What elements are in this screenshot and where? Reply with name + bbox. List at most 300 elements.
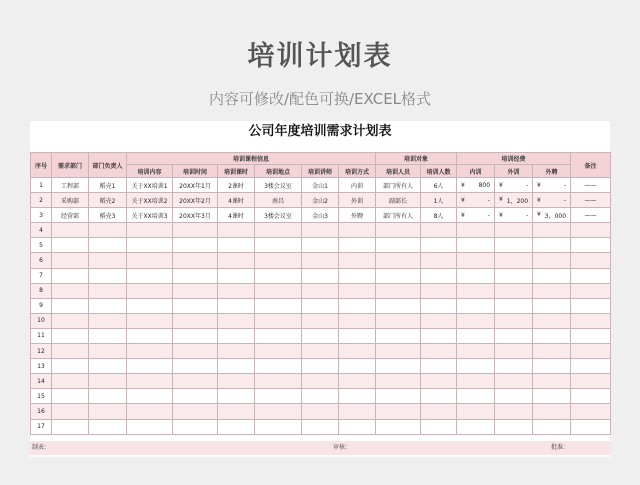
cell-seq[interactable]: 16 xyxy=(31,404,52,419)
cell-dept[interactable] xyxy=(52,328,89,343)
table-row xyxy=(31,283,611,298)
cell-teacher[interactable]: 金山2 xyxy=(302,193,339,208)
cell-content[interactable]: 关于XX培训3 xyxy=(127,208,173,223)
cell-internal[interactable] xyxy=(457,359,495,374)
cell-time[interactable] xyxy=(173,328,218,343)
cell-content[interactable] xyxy=(127,374,173,389)
cost-value: 3，000 xyxy=(544,212,567,220)
table-row xyxy=(31,344,611,359)
cell-hours[interactable]: 4课时 xyxy=(218,193,255,208)
cell-owner[interactable] xyxy=(89,404,127,419)
cell-method[interactable] xyxy=(339,419,376,434)
table-row xyxy=(31,268,611,283)
cell-seq[interactable]: 17 xyxy=(31,419,52,434)
cell-hours[interactable] xyxy=(218,389,255,404)
cell-content[interactable] xyxy=(127,389,173,404)
cell-method[interactable]: 外聘 xyxy=(339,208,376,223)
cell-dept[interactable] xyxy=(52,419,89,434)
cell-hire[interactable] xyxy=(533,298,571,313)
cell-count[interactable] xyxy=(421,268,457,283)
cell-external[interactable] xyxy=(495,178,533,193)
cell-owner[interactable] xyxy=(89,328,127,343)
cost-value: 1，200 xyxy=(506,197,529,205)
cell-owner[interactable] xyxy=(89,253,127,268)
cell-place[interactable] xyxy=(255,419,302,434)
cell-time[interactable] xyxy=(173,223,218,238)
signature-footer xyxy=(30,441,610,455)
cell-method[interactable] xyxy=(339,344,376,359)
cell-method[interactable] xyxy=(339,328,376,343)
cell-teacher[interactable] xyxy=(302,389,339,404)
cell-time[interactable] xyxy=(173,253,218,268)
cell-external[interactable] xyxy=(495,253,533,268)
footer-reviewer: 审核： xyxy=(333,444,352,451)
cell-method[interactable] xyxy=(339,283,376,298)
cell-hire[interactable] xyxy=(533,359,571,374)
cell-time[interactable] xyxy=(173,374,218,389)
cell-content[interactable] xyxy=(127,268,173,283)
cell-place[interactable] xyxy=(255,344,302,359)
cell-seq[interactable]: 11 xyxy=(31,328,52,343)
cell-method[interactable] xyxy=(339,298,376,313)
cell-persons[interactable] xyxy=(376,389,421,404)
cell-hire[interactable] xyxy=(533,374,571,389)
cell-place[interactable] xyxy=(255,283,302,298)
cell-external[interactable] xyxy=(495,419,533,434)
currency-symbol: ¥ xyxy=(461,196,465,204)
cell-content[interactable] xyxy=(127,283,173,298)
cell-teacher[interactable] xyxy=(302,313,339,328)
table-row xyxy=(31,238,611,253)
cell-place[interactable] xyxy=(255,404,302,419)
cell-count[interactable] xyxy=(421,374,457,389)
cell-place[interactable] xyxy=(255,328,302,343)
cell-hire[interactable] xyxy=(533,404,571,419)
cell-seq[interactable]: 1 xyxy=(31,178,52,193)
cell-method[interactable] xyxy=(339,313,376,328)
cell-internal[interactable] xyxy=(457,389,495,404)
cell-persons[interactable] xyxy=(376,283,421,298)
cell-remark[interactable] xyxy=(571,313,611,328)
cell-method[interactable] xyxy=(339,404,376,419)
cell-hours[interactable] xyxy=(218,344,255,359)
cell-internal[interactable] xyxy=(457,419,495,434)
cell-time[interactable] xyxy=(173,238,218,253)
cell-owner[interactable] xyxy=(89,419,127,434)
cell-place[interactable]: 3楼会议室 xyxy=(255,178,302,193)
cell-remark[interactable] xyxy=(571,419,611,434)
cell-remark[interactable] xyxy=(571,298,611,313)
cell-hire[interactable] xyxy=(533,344,571,359)
cell-persons[interactable] xyxy=(376,313,421,328)
cell-dept[interactable] xyxy=(52,404,89,419)
cell-remark[interactable] xyxy=(571,283,611,298)
cell-dept[interactable] xyxy=(52,298,89,313)
table-row xyxy=(31,298,611,313)
cell-content[interactable] xyxy=(127,223,173,238)
cell-internal[interactable] xyxy=(457,223,495,238)
cell-external[interactable] xyxy=(495,298,533,313)
cell-external[interactable] xyxy=(495,268,533,283)
cell-time[interactable] xyxy=(173,359,218,374)
cell-hire[interactable] xyxy=(533,193,571,208)
cell-internal[interactable] xyxy=(457,208,495,223)
cell-persons[interactable]: 部门所有人 xyxy=(376,208,421,223)
cell-teacher[interactable] xyxy=(302,298,339,313)
table-row xyxy=(31,328,611,343)
cell-persons[interactable] xyxy=(376,374,421,389)
cell-persons[interactable] xyxy=(376,359,421,374)
cell-content[interactable] xyxy=(127,328,173,343)
cell-owner[interactable]: 稻壳2 xyxy=(89,193,127,208)
cell-remark[interactable]: —— xyxy=(571,208,611,223)
cell-hours[interactable] xyxy=(218,223,255,238)
cell-content[interactable] xyxy=(127,404,173,419)
cell-time[interactable]: 20XX年1月 xyxy=(173,178,218,193)
cell-external[interactable] xyxy=(495,328,533,343)
cell-seq[interactable]: 15 xyxy=(31,389,52,404)
cell-teacher[interactable] xyxy=(302,268,339,283)
header-count: 培训人数 xyxy=(421,165,457,178)
cell-teacher[interactable] xyxy=(302,374,339,389)
cell-external[interactable] xyxy=(495,238,533,253)
cell-method[interactable] xyxy=(339,359,376,374)
cost-value: - xyxy=(525,211,529,219)
cell-internal[interactable] xyxy=(457,298,495,313)
cell-hours[interactable] xyxy=(218,283,255,298)
cell-dept[interactable] xyxy=(52,253,89,268)
cell-teacher[interactable] xyxy=(302,359,339,374)
cell-teacher[interactable] xyxy=(302,404,339,419)
cell-dept[interactable] xyxy=(52,283,89,298)
cell-seq[interactable]: 13 xyxy=(31,359,52,374)
cell-owner[interactable] xyxy=(89,223,127,238)
footer-approver: 批准： xyxy=(551,444,570,451)
cell-remark[interactable] xyxy=(571,389,611,404)
header-owner: 部门负责人 xyxy=(89,153,127,178)
cell-external[interactable] xyxy=(495,313,533,328)
cell-content[interactable] xyxy=(127,238,173,253)
header-persons: 培训人员 xyxy=(376,165,421,178)
cell-place[interactable] xyxy=(255,298,302,313)
cell-hire[interactable] xyxy=(533,178,571,193)
cell-time[interactable] xyxy=(173,419,218,434)
cell-dept[interactable]: 采购部 xyxy=(52,193,89,208)
cell-content[interactable] xyxy=(127,344,173,359)
cell-content[interactable] xyxy=(127,298,173,313)
cell-count[interactable] xyxy=(421,419,457,434)
cell-hire[interactable] xyxy=(533,283,571,298)
cell-dept[interactable] xyxy=(52,268,89,283)
cell-place[interactable] xyxy=(255,223,302,238)
cell-persons[interactable] xyxy=(376,268,421,283)
cell-internal[interactable] xyxy=(457,344,495,359)
cell-hours[interactable] xyxy=(218,374,255,389)
cell-remark[interactable]: —— xyxy=(571,193,611,208)
cell-remark[interactable] xyxy=(571,328,611,343)
cell-content[interactable] xyxy=(127,313,173,328)
cell-owner[interactable] xyxy=(89,359,127,374)
cell-hours[interactable] xyxy=(218,268,255,283)
cell-method[interactable]: 外训 xyxy=(339,193,376,208)
cell-hire[interactable] xyxy=(533,328,571,343)
cell-seq[interactable]: 14 xyxy=(31,374,52,389)
cell-external[interactable] xyxy=(495,404,533,419)
cell-dept[interactable] xyxy=(52,359,89,374)
cell-internal[interactable] xyxy=(457,178,495,193)
cell-method[interactable] xyxy=(339,253,376,268)
cell-persons[interactable] xyxy=(376,344,421,359)
currency-symbol: ¥ xyxy=(461,211,465,219)
cell-persons[interactable] xyxy=(376,298,421,313)
cell-hours[interactable] xyxy=(218,253,255,268)
cell-count[interactable]: 6人 xyxy=(421,178,457,193)
cell-time[interactable]: 20XX年3月 xyxy=(173,208,218,223)
cell-count[interactable] xyxy=(421,283,457,298)
cell-owner[interactable] xyxy=(89,298,127,313)
cell-place[interactable] xyxy=(255,359,302,374)
table-row xyxy=(31,374,611,389)
cell-persons[interactable] xyxy=(376,223,421,238)
cell-time[interactable]: 20XX年2月 xyxy=(173,193,218,208)
cell-external[interactable] xyxy=(495,193,533,208)
cell-hire[interactable] xyxy=(533,223,571,238)
cell-persons[interactable]: 部门所有人 xyxy=(376,178,421,193)
cell-count[interactable] xyxy=(421,253,457,268)
cell-hours[interactable]: 2课时 xyxy=(218,178,255,193)
cell-remark[interactable] xyxy=(571,253,611,268)
cell-persons[interactable] xyxy=(376,328,421,343)
cell-place[interactable] xyxy=(255,374,302,389)
cell-internal[interactable] xyxy=(457,283,495,298)
currency-symbol: ¥ xyxy=(499,195,503,203)
cell-time[interactable] xyxy=(173,298,218,313)
cell-seq[interactable]: 3 xyxy=(31,208,52,223)
cell-method[interactable] xyxy=(339,238,376,253)
cell-time[interactable] xyxy=(173,313,218,328)
cell-internal[interactable] xyxy=(457,253,495,268)
cell-owner[interactable] xyxy=(89,374,127,389)
cell-seq[interactable]: 9 xyxy=(31,298,52,313)
cell-time[interactable] xyxy=(173,283,218,298)
cell-teacher[interactable] xyxy=(302,328,339,343)
cell-count[interactable] xyxy=(421,344,457,359)
cell-persons[interactable]: 副部长 xyxy=(376,193,421,208)
cell-dept[interactable]: 经营部 xyxy=(52,208,89,223)
cell-internal[interactable] xyxy=(457,374,495,389)
cell-method[interactable] xyxy=(339,268,376,283)
cell-count[interactable]: 8人 xyxy=(421,208,457,223)
cell-hire[interactable] xyxy=(533,419,571,434)
cell-method[interactable] xyxy=(339,374,376,389)
cell-remark[interactable] xyxy=(571,359,611,374)
sheet-title: 公司年度培训需求计划表 xyxy=(248,124,392,139)
cell-external[interactable] xyxy=(495,359,533,374)
cell-content[interactable]: 关于XX培训2 xyxy=(127,193,173,208)
cell-time[interactable] xyxy=(173,389,218,404)
cell-seq[interactable]: 10 xyxy=(31,313,52,328)
cell-place[interactable] xyxy=(255,238,302,253)
cell-hours[interactable] xyxy=(218,313,255,328)
cell-seq[interactable]: 6 xyxy=(31,253,52,268)
cell-seq[interactable]: 12 xyxy=(31,344,52,359)
cell-place[interactable]: 3楼会议室 xyxy=(255,208,302,223)
cell-count[interactable] xyxy=(421,298,457,313)
cell-remark[interactable] xyxy=(571,344,611,359)
cell-persons[interactable] xyxy=(376,404,421,419)
cell-place[interactable] xyxy=(255,389,302,404)
currency-symbol: ¥ xyxy=(499,211,503,219)
cell-count[interactable] xyxy=(421,328,457,343)
cell-teacher[interactable]: 金山1 xyxy=(302,178,339,193)
cell-owner[interactable]: 稻壳1 xyxy=(89,178,127,193)
table-row xyxy=(31,359,611,374)
cell-teacher[interactable] xyxy=(302,223,339,238)
cell-internal[interactable] xyxy=(457,268,495,283)
cost-value: - xyxy=(487,211,491,219)
cell-remark[interactable] xyxy=(571,223,611,238)
cell-owner[interactable] xyxy=(89,283,127,298)
table-row xyxy=(31,313,611,328)
cell-external[interactable] xyxy=(495,223,533,238)
cell-hire[interactable] xyxy=(533,389,571,404)
cell-dept[interactable]: 工程部 xyxy=(52,178,89,193)
cell-internal[interactable] xyxy=(457,404,495,419)
cell-external[interactable] xyxy=(495,389,533,404)
cell-remark[interactable] xyxy=(571,374,611,389)
cell-method[interactable] xyxy=(339,389,376,404)
cell-hire[interactable] xyxy=(533,268,571,283)
cell-owner[interactable] xyxy=(89,389,127,404)
cell-count[interactable] xyxy=(421,389,457,404)
table-row xyxy=(31,193,611,208)
cell-seq[interactable]: 7 xyxy=(31,268,52,283)
cell-count[interactable] xyxy=(421,238,457,253)
cell-count[interactable] xyxy=(421,313,457,328)
header-hours: 培训课时 xyxy=(218,165,255,178)
header-hire: 外聘 xyxy=(533,165,571,178)
cell-teacher[interactable]: 金山3 xyxy=(302,208,339,223)
cell-remark[interactable] xyxy=(571,404,611,419)
table-row xyxy=(31,389,611,404)
cell-method[interactable] xyxy=(339,223,376,238)
currency-symbol: ¥ xyxy=(537,196,541,204)
cell-hours[interactable] xyxy=(218,328,255,343)
cell-dept[interactable] xyxy=(52,313,89,328)
cell-teacher[interactable] xyxy=(302,344,339,359)
cost-value: - xyxy=(563,181,567,189)
cell-place[interactable] xyxy=(255,253,302,268)
cell-count[interactable] xyxy=(421,359,457,374)
cell-place[interactable]: 南昌 xyxy=(255,193,302,208)
cell-external[interactable] xyxy=(495,344,533,359)
cell-internal[interactable] xyxy=(457,328,495,343)
cell-hours[interactable] xyxy=(218,419,255,434)
cell-teacher[interactable] xyxy=(302,238,339,253)
footer-maker: 制表： xyxy=(32,444,51,451)
header-teacher: 培训讲师 xyxy=(302,165,339,178)
cell-time[interactable] xyxy=(173,344,218,359)
cell-dept[interactable] xyxy=(52,223,89,238)
cell-place[interactable] xyxy=(255,268,302,283)
cell-teacher[interactable] xyxy=(302,419,339,434)
cell-external[interactable] xyxy=(495,208,533,223)
cell-hire[interactable] xyxy=(533,238,571,253)
header-cost-group: 培训经费 xyxy=(457,153,571,165)
table-body xyxy=(31,178,611,435)
cell-seq[interactable]: 2 xyxy=(31,193,52,208)
cell-internal[interactable] xyxy=(457,193,495,208)
cell-owner[interactable] xyxy=(89,344,127,359)
cell-persons[interactable] xyxy=(376,253,421,268)
cell-hours[interactable] xyxy=(218,298,255,313)
cell-owner[interactable] xyxy=(89,268,127,283)
currency-symbol: ¥ xyxy=(499,181,503,189)
cell-time[interactable] xyxy=(173,404,218,419)
cell-seq[interactable]: 5 xyxy=(31,238,52,253)
cell-owner[interactable] xyxy=(89,238,127,253)
cell-teacher[interactable] xyxy=(302,253,339,268)
cell-persons[interactable] xyxy=(376,238,421,253)
cell-dept[interactable] xyxy=(52,389,89,404)
cell-owner[interactable] xyxy=(89,313,127,328)
header-target-group: 培训对象 xyxy=(376,153,457,165)
cell-hours[interactable] xyxy=(218,404,255,419)
cell-teacher[interactable] xyxy=(302,283,339,298)
table-row xyxy=(31,208,611,223)
cell-content[interactable] xyxy=(127,253,173,268)
cell-internal[interactable] xyxy=(457,313,495,328)
header-seq: 序号 xyxy=(31,153,52,178)
cell-hours[interactable]: 4课时 xyxy=(218,208,255,223)
cell-seq[interactable]: 4 xyxy=(31,223,52,238)
table-row xyxy=(31,253,611,268)
cell-remark[interactable] xyxy=(571,268,611,283)
currency-symbol: ¥ xyxy=(537,210,541,218)
promo-title: 培训计划表 xyxy=(247,41,393,72)
cell-count[interactable]: 1人 xyxy=(421,193,457,208)
table-row xyxy=(31,178,611,193)
cell-dept[interactable] xyxy=(52,238,89,253)
cell-external[interactable] xyxy=(495,283,533,298)
cell-internal[interactable] xyxy=(457,238,495,253)
cell-content[interactable] xyxy=(127,359,173,374)
training-plan-table xyxy=(30,152,611,435)
cell-hire[interactable] xyxy=(533,313,571,328)
cell-count[interactable] xyxy=(421,404,457,419)
cell-hours[interactable] xyxy=(218,238,255,253)
spreadsheet xyxy=(30,121,610,457)
cell-seq[interactable]: 8 xyxy=(31,283,52,298)
cell-remark[interactable]: —— xyxy=(571,178,611,193)
cell-owner[interactable]: 稻壳3 xyxy=(89,208,127,223)
cell-persons[interactable] xyxy=(376,419,421,434)
cell-external[interactable] xyxy=(495,374,533,389)
cell-hire[interactable] xyxy=(533,253,571,268)
cell-hours[interactable] xyxy=(218,359,255,374)
cell-method[interactable]: 内训 xyxy=(339,178,376,193)
cell-place[interactable] xyxy=(255,313,302,328)
cell-count[interactable] xyxy=(421,223,457,238)
cell-remark[interactable] xyxy=(571,238,611,253)
cell-time[interactable] xyxy=(173,268,218,283)
cell-dept[interactable] xyxy=(52,374,89,389)
cell-content[interactable]: 关于XX培训1 xyxy=(127,178,173,193)
table-row xyxy=(31,419,611,434)
cell-dept[interactable] xyxy=(52,344,89,359)
cell-content[interactable] xyxy=(127,419,173,434)
cell-hire[interactable] xyxy=(533,208,571,223)
